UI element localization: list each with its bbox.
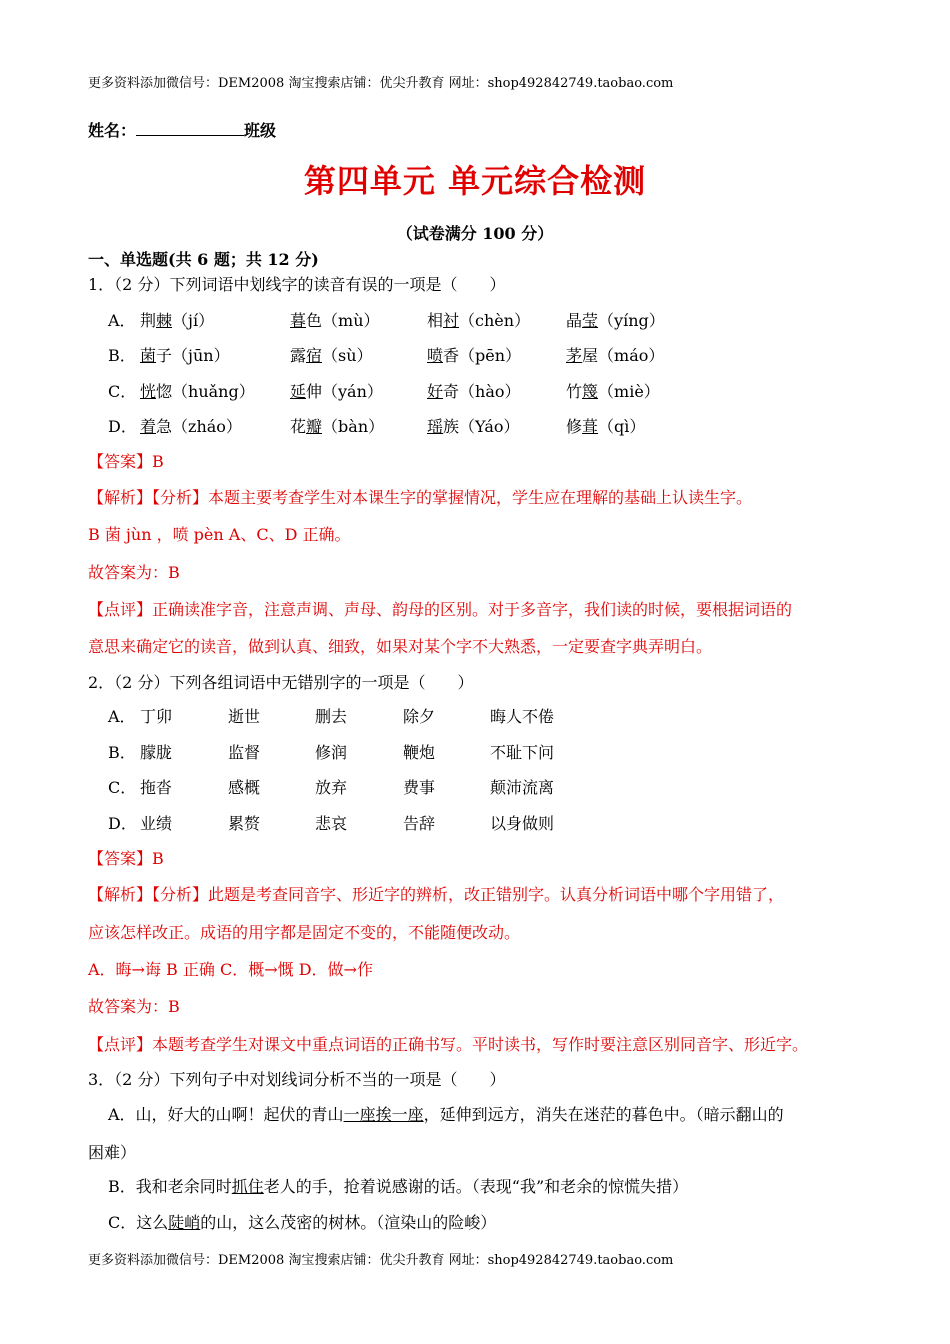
q1-option-word: 竹篾（miè）	[566, 382, 660, 401]
q1-option-word: 菌子（jūn）	[140, 346, 230, 365]
option-a-text: A．山，好大的山啊！起伏的青山	[108, 1105, 344, 1124]
question-2-stem: 2．（2 分）下列各组词语中无错别字的一项是（ ）	[88, 673, 474, 692]
question-2-analysis-2: 应该怎样改正。成语的用字都是固定不变的，不能随便改动。	[88, 923, 521, 942]
underlined-char: 宿	[306, 346, 323, 365]
q1-option-word: 修葺（qì）	[566, 417, 646, 436]
section-heading: 一、单选题(共 6 题；共 12 分)	[88, 250, 319, 269]
q1-option-word: 露宿（sù）	[290, 346, 373, 365]
question-1-analysis-detail: B 菌 jùn ，喷 pèn A、C、D 正确。	[88, 525, 351, 544]
q2-option-word: 感概	[228, 778, 261, 797]
question-2-analysis-3: A．晦→诲 B 正确 C．概→慨 D．做→作	[88, 960, 373, 979]
option-c-rest: 的山，这么茂密的树林。（渲染山的险峻）	[200, 1213, 497, 1232]
question-2-comment: 【点评】本题考查学生对课文中重点词语的正确书写。平时读书，写作时要注意区别同音字、形近字。	[88, 1035, 809, 1054]
question-3-option-b	[108, 1174, 688, 1197]
underlined-char: 着	[140, 417, 157, 436]
q1-option-word: 延伸（yán）	[290, 382, 383, 401]
q2-option-word: 逝世	[228, 707, 261, 726]
page-title: 第四单元 单元综合检测	[303, 162, 647, 200]
underlined-char: 瓣	[306, 417, 323, 436]
q2-option-label: D．	[108, 814, 137, 833]
name-class-line	[88, 118, 276, 141]
q2-option-word: 拖沓	[140, 778, 173, 797]
option-b-underlined: 抓住	[231, 1177, 264, 1196]
underlined-char: 棘	[156, 311, 173, 330]
q1-option-word: 恍惚（huǎng）	[140, 382, 255, 401]
q1-option-label: B．	[108, 346, 136, 365]
q2-option-word: 告辞	[403, 814, 436, 833]
underlined-char: 葺	[582, 417, 599, 436]
option-b-rest: 老人的手，抢着说感谢的话。（表现“我”和老余的惊慌失措）	[263, 1177, 689, 1196]
page-subtitle: （试卷满分 100 分）	[396, 224, 554, 243]
q2-option-word: 放弃	[315, 778, 348, 797]
q2-option-word: 朦胧	[140, 743, 173, 762]
q2-option-word: 除夕	[403, 707, 436, 726]
q2-option-label: A．	[108, 707, 136, 726]
q2-option-word: 不耻下问	[490, 743, 555, 762]
header-note: 更多资料添加微信号：DEM2008 淘宝搜索店铺：优尖升教育 网址：shop492842749.taobao.com	[88, 76, 674, 91]
q1-option-word: 喷香（pēn）	[427, 346, 522, 365]
name-label: 姓名：	[88, 121, 137, 140]
underlined-char: 瑶	[427, 417, 444, 436]
q2-option-word: 悲哀	[315, 814, 348, 833]
underlined-char: 延	[290, 382, 307, 401]
q1-option-word: 相衬（chèn）	[427, 311, 531, 330]
q2-option-word: 业绩	[140, 814, 173, 833]
q1-option-word: 荆棘（jí）	[140, 311, 215, 330]
question-2-final: 故答案为：B	[88, 997, 180, 1016]
underlined-char: 恍	[140, 382, 157, 401]
q2-option-word: 删去	[315, 707, 348, 726]
question-1-answer: 【答案】B	[88, 452, 164, 471]
q2-option-word: 鞭炮	[403, 743, 436, 762]
q1-option-label: D．	[108, 417, 137, 436]
q2-option-word: 修润	[315, 743, 348, 762]
question-1-comment-2: 意思来确定它的读音，做到认真、细致，如果对某个字不大熟悉，一定要查字典弄明白。	[88, 637, 713, 656]
q2-option-word: 颠沛流离	[490, 778, 555, 797]
q1-option-label: A．	[108, 311, 136, 330]
question-1-comment-1: 【点评】正确读准字音，注意声调、声母、韵母的区别。对于多音字，我们读的时候，要根据词语的	[88, 600, 793, 619]
question-1-analysis: 【解析】【分析】本题主要考查学生对本课生字的掌握情况，学生应在理解的基础上认读生字。	[88, 488, 753, 507]
underlined-char: 篾	[582, 382, 599, 401]
question-3-option-c	[108, 1210, 496, 1233]
option-b-text: B．我和老余同时	[108, 1177, 232, 1196]
q2-option-word: 费事	[403, 778, 436, 797]
footer-note: 更多资料添加微信号：DEM2008 淘宝搜索店铺：优尖升教育 网址：shop492842749.taobao.com	[88, 1253, 674, 1268]
q2-option-word: 晦人不倦	[490, 707, 555, 726]
class-label: 班级	[244, 121, 277, 140]
q1-option-word: 着急（zháo）	[140, 417, 242, 436]
q2-option-word: 以身做则	[490, 814, 555, 833]
underlined-char: 喷	[427, 346, 444, 365]
q2-option-word: 累赘	[228, 814, 261, 833]
question-3-stem: 3．（2 分）下列句子中对划线词分析不当的一项是（ ）	[88, 1070, 506, 1089]
question-1-stem: 1．（2 分）下列词语中划线字的读音有误的一项是（ ）	[88, 275, 506, 294]
question-2-analysis-1: 【解析】【分析】此题是考查同音字、形近字的辨析，改正错别字。认真分析词语中哪个字用错了，	[88, 885, 785, 904]
underlined-char: 好	[427, 382, 444, 401]
q1-option-word: 好奇（hào）	[427, 382, 521, 401]
underlined-char: 衬	[443, 311, 460, 330]
q1-option-word: 暮色（mù）	[290, 311, 380, 330]
question-2-answer: 【答案】B	[88, 849, 164, 868]
q2-option-label: C．	[108, 778, 137, 797]
option-a-underlined: 一座挨一座	[343, 1105, 424, 1124]
q2-option-word: 监督	[228, 743, 261, 762]
q1-option-label: C．	[108, 382, 137, 401]
q2-option-label: B．	[108, 743, 136, 762]
question-3-option-a-cont: 困难）	[88, 1143, 137, 1162]
underlined-char: 莹	[582, 311, 599, 330]
underlined-char: 暮	[290, 311, 307, 330]
underlined-char: 菌	[140, 346, 157, 365]
option-a-rest: ，延伸到远方，消失在迷茫的暮色中。（暗示翻山的	[423, 1105, 784, 1124]
option-c-text: C．这么	[108, 1213, 169, 1232]
q1-option-word: 茅屋（máo）	[566, 346, 665, 365]
name-blank[interactable]	[136, 121, 244, 136]
underlined-char: 茅	[566, 346, 583, 365]
q1-option-word: 瑶族（Yáo）	[427, 417, 520, 436]
q2-option-word: 丁卯	[140, 707, 173, 726]
q1-option-word: 花瓣（bàn）	[290, 417, 385, 436]
question-1-final: 故答案为：B	[88, 563, 180, 582]
q1-option-word: 晶莹（yíng）	[566, 311, 665, 330]
question-3-option-a	[108, 1102, 784, 1125]
option-c-underlined: 陡峭	[168, 1213, 201, 1232]
